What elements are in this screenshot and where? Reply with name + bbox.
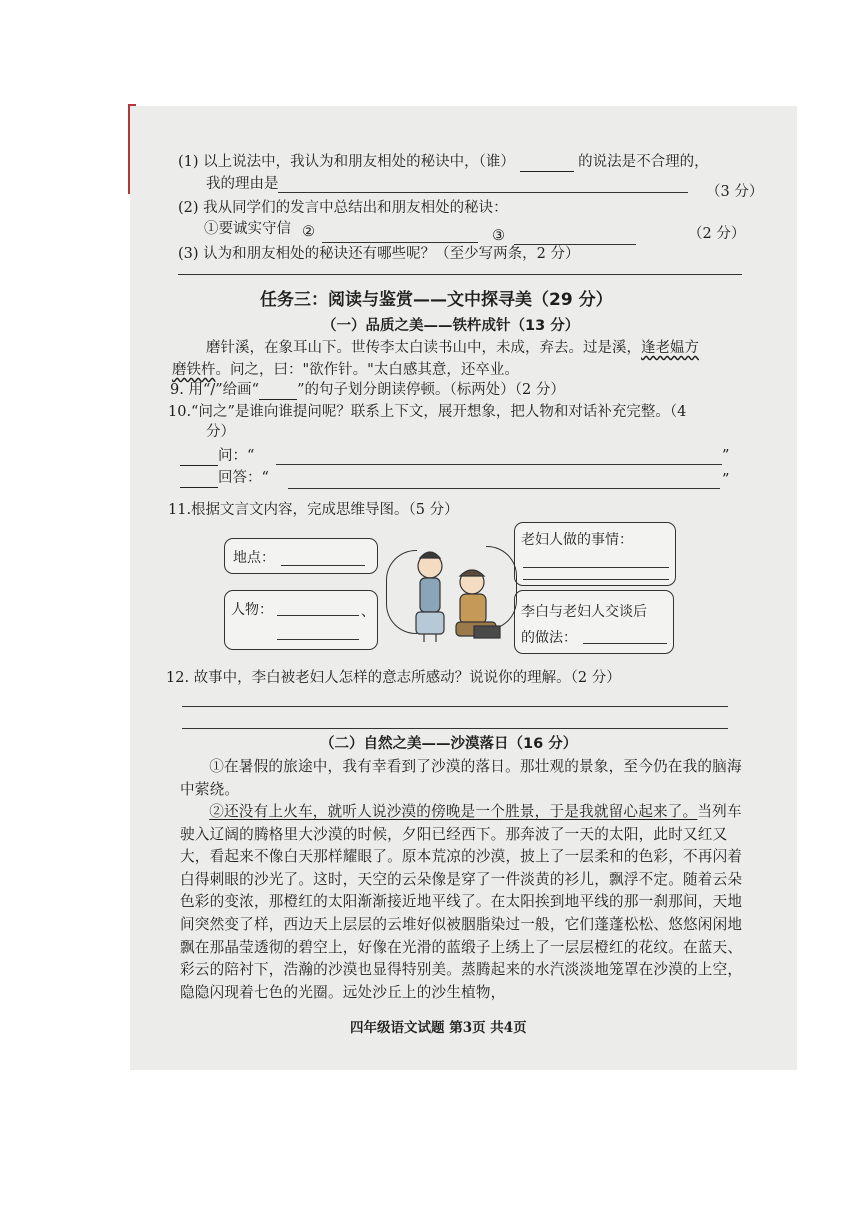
q1-reason-blank[interactable] [278, 192, 688, 193]
exam-page [130, 106, 797, 1070]
q1-line1 [178, 152, 709, 172]
q1-text-end: 的说法是不合理的， [578, 154, 709, 170]
q10-answerer-blank[interactable] [180, 471, 218, 488]
q11-text: 11.根据文言文内容，完成思维导图。（5 分） [168, 502, 459, 518]
q10-ask-blank[interactable] [276, 464, 722, 465]
q2-item2-label: ② [302, 224, 315, 240]
q2-item3-label: ③ [492, 228, 505, 244]
q1-line2 [206, 174, 279, 194]
q1-who-blank[interactable] [520, 155, 574, 172]
mindmap-place-box [224, 538, 378, 574]
q2-score: （2 分） [688, 226, 746, 242]
mindmap-place-blank[interactable] [281, 565, 365, 566]
mindmap-people-box [224, 590, 378, 650]
mindmap-woman-blank[interactable] [523, 567, 669, 568]
passage-text-2: 。问之，曰："欲作针。"太白感其意，还卒业。 [215, 362, 519, 378]
q10-answer-blank[interactable] [288, 488, 720, 489]
mindmap-libai-label1: 李白与老妇人交谈后 [521, 604, 647, 620]
mindmap-woman-label: 老妇人做的事情： [521, 532, 633, 548]
mindmap-woman-box [514, 522, 676, 586]
mindmap-people-blank1[interactable] [277, 615, 359, 616]
mindmap-libai-blank[interactable] [583, 643, 667, 644]
q9-text-a: 9. 用“/”给画“ [170, 382, 260, 398]
q9-wavy-sample [259, 383, 297, 400]
mindmap-libai-box [514, 590, 674, 654]
q10-text: 10.“问之”是谁向谁提问呢？联系上下文，展开想象，把人物和对话补充完整。（4 [168, 404, 687, 420]
passage-line2 [172, 360, 519, 380]
q10-answer-line [180, 468, 269, 488]
libai-old-woman-illustration [402, 546, 512, 646]
q1-text: (1) 以上说法中，我认为和朋友相处的秘诀中，（谁） [178, 154, 515, 170]
passage-paragraph-2 [180, 801, 750, 1004]
q9-text-b: ”的句子划分朗读停顿。（标两处）（2 分） [297, 382, 565, 398]
mindmap-people-sep: 、 [361, 604, 375, 620]
passage-underlined-2: 磨铁杵 [172, 362, 216, 378]
section1-title: （一）品质之美——铁杵成针（13 分） [322, 318, 580, 334]
passage-paragraph-2-text: 当列车驶入辽阔的腾格里大沙漠的时候，夕阳已经西下。那奔波了一天的太阳，此时又红又大，看起来不像白天那样耀眼了。原本荒凉的沙漠，披上了一层柔和的色彩，不再闪着白得刺眼的沙光了。这时，天空的云朵像是穿了一件淡黄的衫儿，飘浮不定。随着云朵色彩的变浓，那橙红的太阳渐渐接近地平线了。在太阳挨到地平线的那一刹那间，天地间突然变了样，西边天上层层的云堆好似被胭脂染过一般，它们蓬蓬松松、悠悠闲闲地飘在那晶莹透彻的碧空上，好像在光滑的蓝缎子上绣上了一层层橙红的花纹。在蓝天、彩云的陪衬下，浩瀚的沙漠也显得特别美。蒸腾起来的水汽淡淡地笼罩在沙漠的上空，隐隐闪现着七色的光圈。远处沙丘上的沙生植物， [180, 803, 743, 1001]
q12-answer-line1[interactable] [182, 706, 728, 707]
q12-text: 12. 故事中，李白被老妇人怎样的意志所感动？说说你的理解。（2 分） [166, 670, 621, 686]
mindmap-people-label: 人物： [231, 602, 273, 618]
q10-ask-label: 问：“ [218, 448, 255, 464]
mindmap-place-label: 地点： [233, 550, 275, 566]
mindmap-woman-blank2[interactable] [523, 579, 669, 580]
q2-item2-blank[interactable] [322, 242, 478, 243]
q10-ask-close: ” [722, 448, 730, 464]
q10-ask-line [180, 446, 254, 466]
q1-score: （3 分） [706, 184, 764, 200]
passage-text-1: 磨针溪，在象耳山下。世传李太白读书山中，未成，弃去。过是溪， [206, 340, 641, 356]
q3-answer-line[interactable] [178, 274, 742, 275]
passage-underlined-1: 逢老媪方 [641, 340, 699, 356]
section2-title: （二）自然之美——沙漠落日（16 分） [320, 736, 578, 752]
passage-paragraph-1: ①在暑假的旅途中，我有幸看到了沙漠的落日。那壮观的景象，至今仍在我的脑海中萦绕。 [180, 758, 742, 798]
passage-line1 [206, 338, 699, 358]
q10-answer-close: ” [722, 472, 730, 488]
q10-answer-label: 回答：“ [218, 470, 269, 486]
q12-answer-line2[interactable] [182, 728, 728, 729]
page-footer: 四年级语文试题 第3页 共4页 [350, 1020, 527, 1036]
mindmap-libai-label2: 的做法： [521, 630, 577, 646]
mindmap-people-blank2[interactable] [277, 639, 359, 640]
passage-underlined-sentence: ②还没有上火车，就听人说沙漠的傍晚是一个胜景，于是我就留心起来了。 [209, 803, 698, 820]
q9-line [170, 380, 565, 400]
q2-text: (2) 我从同学们的发言中总结出和朋友相处的秘诀： [178, 200, 508, 216]
q3-text: (3) 认为和朋友相处的秘诀还有哪些呢？（至少写两条，2 分） [178, 246, 580, 262]
q1-reason-label: 我的理由是 [206, 176, 279, 192]
q10-asker-blank[interactable] [180, 449, 218, 466]
q2-item1: ①要诚实守信 [204, 221, 291, 237]
task3-title: 任务三：阅读与鉴赏——文中探寻美（29 分） [260, 290, 613, 310]
q10-score: 分） [206, 424, 235, 440]
